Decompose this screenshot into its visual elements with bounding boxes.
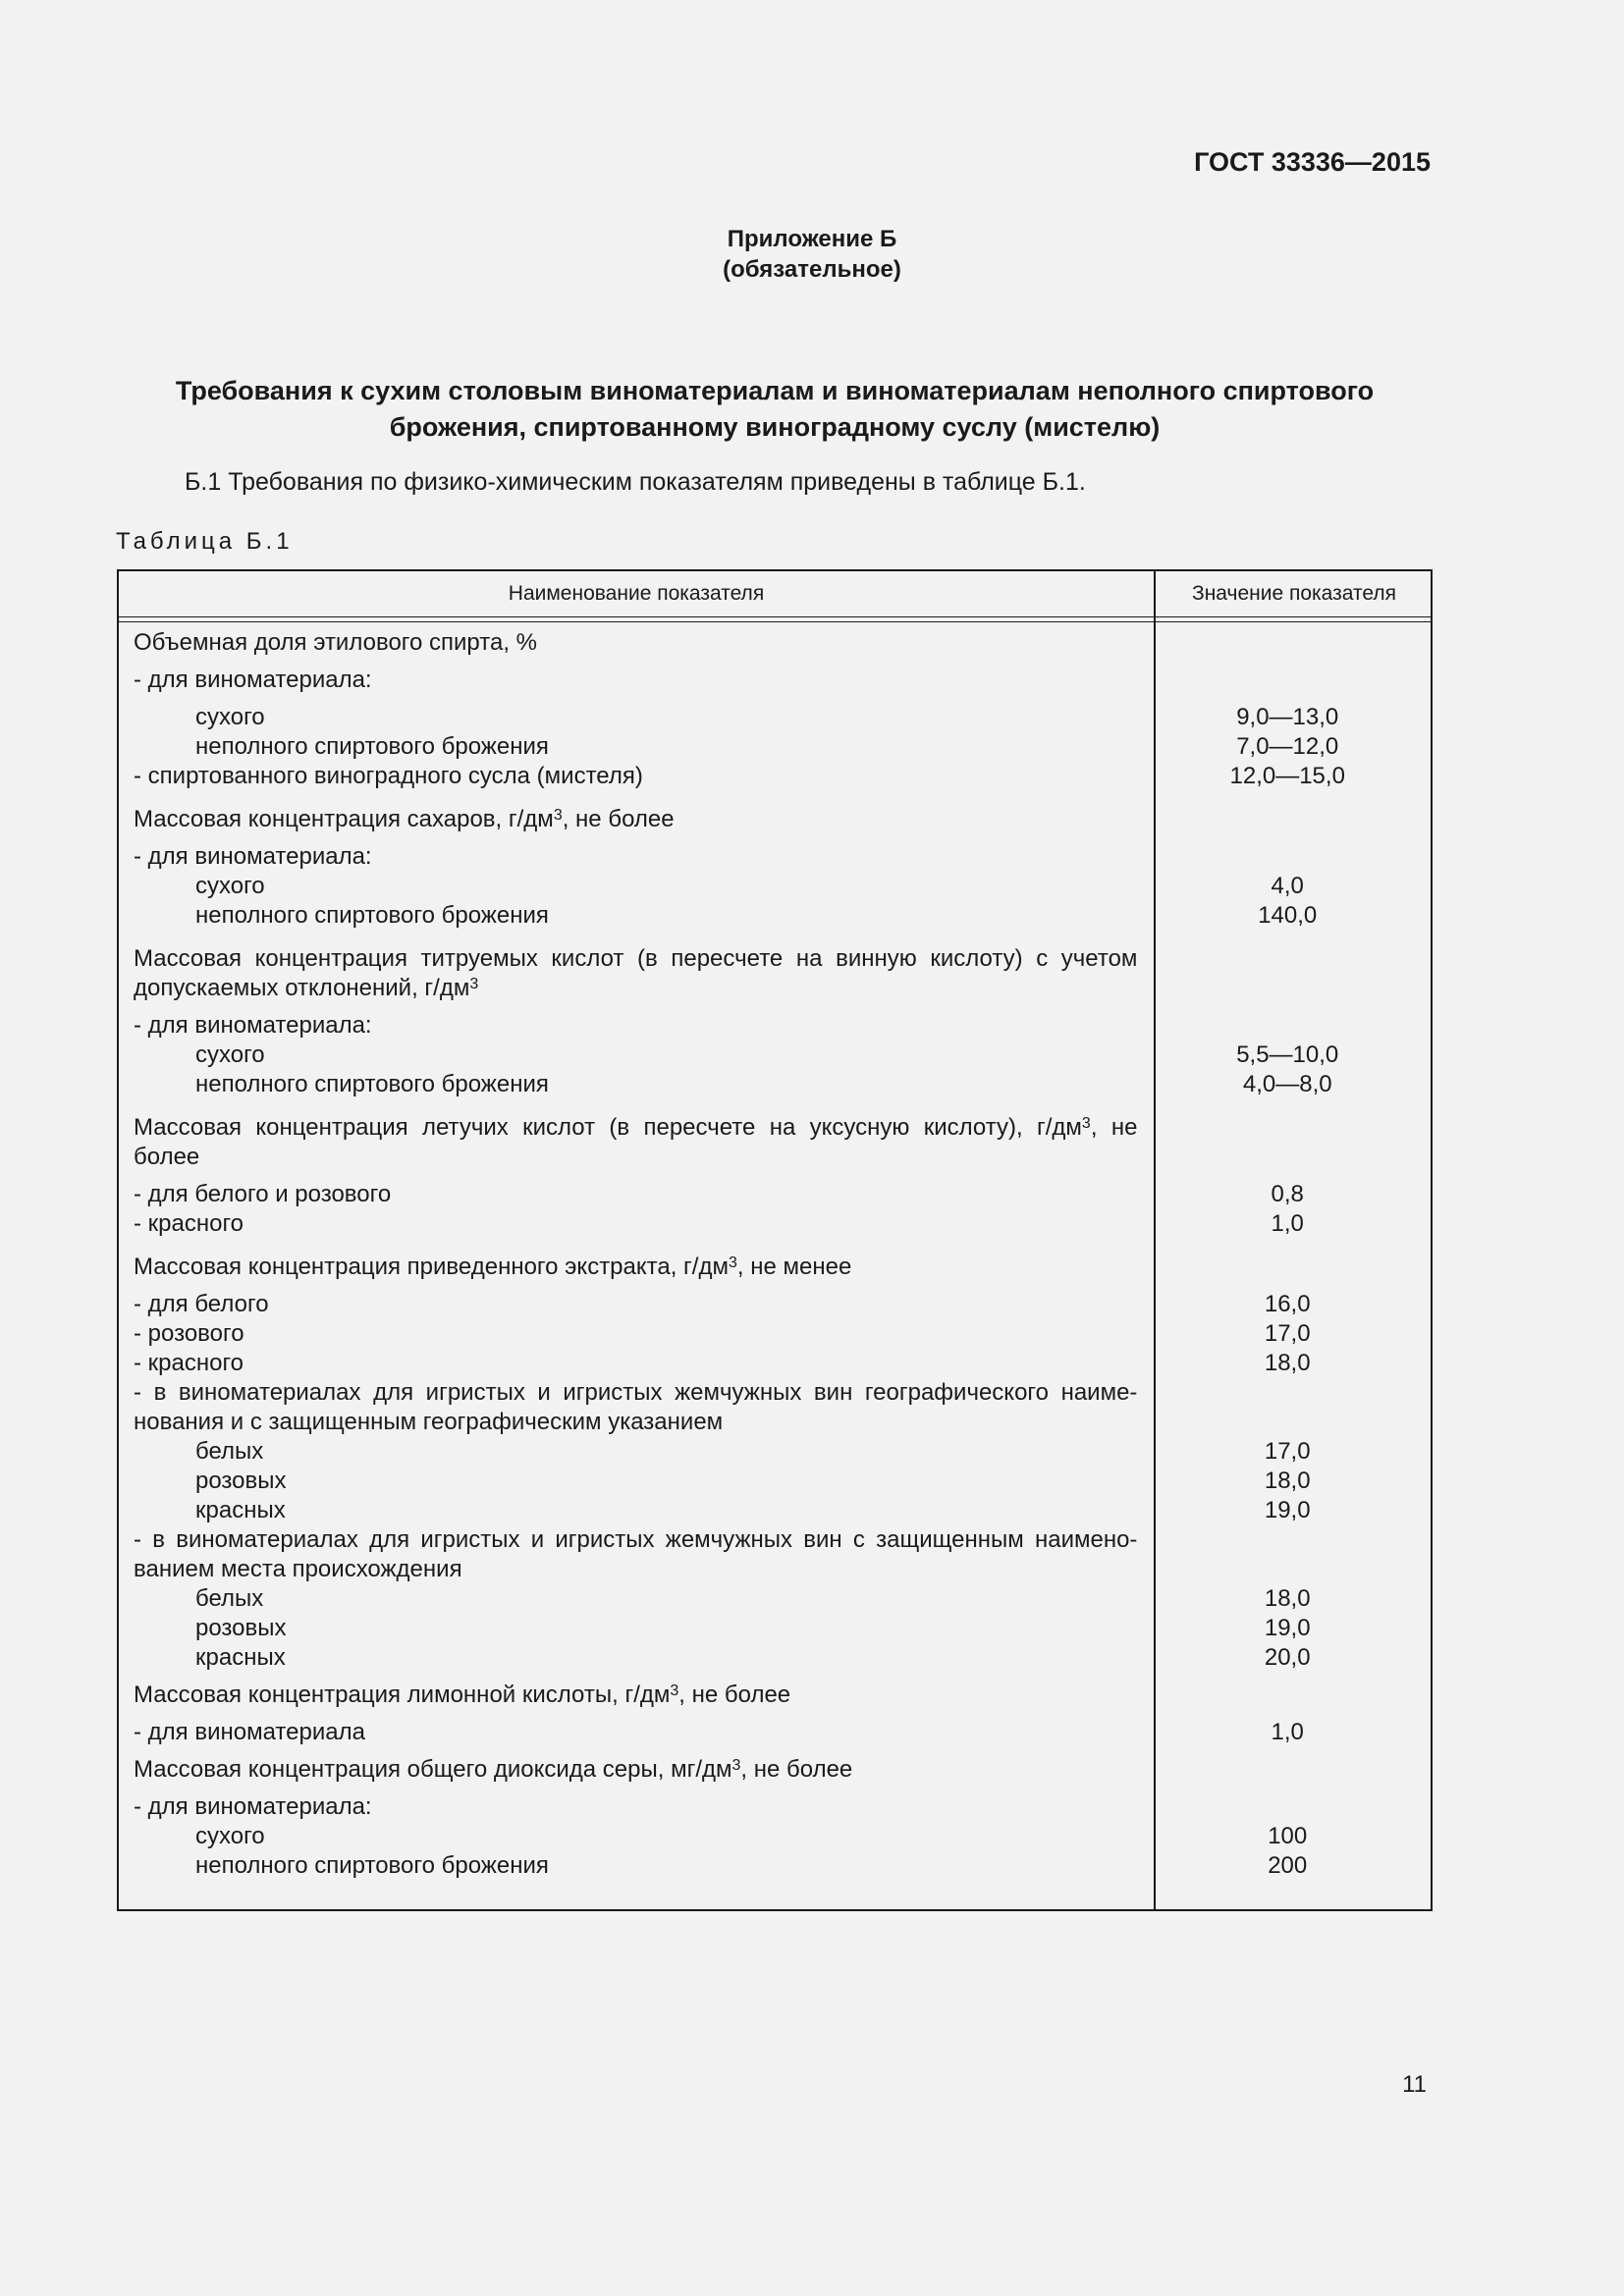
table-row (119, 1349, 1431, 1378)
indicator-name: неполного спиртового брожения (195, 733, 549, 760)
table-row (119, 1584, 1431, 1614)
table-row (119, 1792, 1431, 1822)
appendix-status: (обязательное) (723, 256, 901, 283)
table-row (119, 805, 1431, 834)
indicator-name: - спиртованного виноградного сусла (мистеля) (134, 763, 643, 789)
section-title (117, 373, 1433, 446)
indicator-value: 1,0 (1271, 1719, 1304, 1745)
table-row (119, 1681, 1431, 1710)
indicator-name: розовых (195, 1468, 287, 1494)
indicator-name: - для виноматериала: (134, 667, 372, 693)
indicator-value: 4,0—8,0 (1242, 1071, 1332, 1097)
indicator-name: розовых (195, 1615, 287, 1641)
indicator-value: 1,0 (1271, 1210, 1304, 1237)
table-row (119, 1718, 1431, 1747)
appendix-heading (0, 224, 1624, 285)
table-row (119, 1467, 1431, 1496)
table-row (119, 1496, 1431, 1525)
indicator-value: 12,0—15,0 (1229, 763, 1345, 789)
indicator-value: 17,0 (1264, 1320, 1311, 1347)
indicator-name: неполного спиртового брожения (195, 1852, 549, 1879)
indicator-name: Массовая концентрация титруемых кислот (в пересчете на винную кислоту) с учетом допускаемых отклонений, $г/дм^3$ (134, 945, 1138, 1001)
indicator-value: 18,0 (1264, 1468, 1311, 1494)
indicator-name: - для виноматериала: (134, 843, 372, 870)
indicator-value: 100 (1268, 1823, 1308, 1849)
indicator-name: сухого (195, 873, 265, 899)
table-caption: Таблица Б.1 (116, 528, 294, 555)
indicator-name: - розового (134, 1320, 244, 1347)
table-body (119, 628, 1431, 1881)
table-row (119, 703, 1431, 732)
indicator-value: 140,0 (1258, 902, 1318, 929)
page-number: 11 (1402, 2071, 1427, 2098)
table-row (119, 1070, 1431, 1099)
table-row (119, 1437, 1431, 1467)
indicator-value: 17,0 (1264, 1438, 1311, 1465)
section-title-line-1: Требования к сухим столовым виноматериалам и виноматериалам неполного спиртового (175, 376, 1375, 405)
table-row (119, 1378, 1431, 1437)
indicator-name: - красного (134, 1210, 244, 1237)
indicator-name: Объемная доля этилового спирта, % (134, 629, 537, 656)
table-row (119, 1113, 1431, 1172)
indicator-value: 18,0 (1264, 1585, 1311, 1612)
requirements-table (117, 569, 1433, 1911)
table-row (119, 628, 1431, 658)
indicator-name: - красного (134, 1350, 244, 1376)
table-row (119, 1290, 1431, 1319)
indicator-value: 19,0 (1264, 1615, 1311, 1641)
indicator-name: Массовая концентрация общего диоксида серы, $мг/дм^3$, не более (134, 1756, 853, 1783)
table-row (119, 1614, 1431, 1643)
appendix-title: Приложение Б (727, 226, 897, 252)
table-row (119, 1253, 1431, 1282)
indicator-name: белых (195, 1585, 264, 1612)
indicator-value: 16,0 (1264, 1291, 1311, 1317)
table-row (119, 872, 1431, 901)
table-row (119, 944, 1431, 1003)
indicator-name: Массовая концентрация лимонной кислоты, $г/дм^3$, не более (134, 1682, 791, 1708)
indicator-name: Массовая концентрация сахаров, $г/дм^3$, не более (134, 806, 675, 832)
column-header-value: Значение показателя (1192, 582, 1396, 605)
indicator-name: сухого (195, 1823, 265, 1849)
indicator-name: - для виноматериала: (134, 1793, 372, 1820)
indicator-name: - для виноматериала (134, 1719, 365, 1745)
indicator-value: 18,0 (1264, 1350, 1311, 1376)
column-header-name: Наименование показателя (508, 582, 765, 605)
table-row (119, 1755, 1431, 1785)
table-row (119, 1011, 1431, 1041)
table-row (119, 1525, 1431, 1584)
indicator-name: - для белого и розового (134, 1181, 392, 1207)
header-separator (119, 616, 1431, 622)
indicator-name: красных (195, 1497, 286, 1523)
table-row (119, 1851, 1431, 1881)
indicator-value: 4,0 (1271, 873, 1304, 899)
indicator-name: - в виноматериалах для игристых и игристых жемчужных вин географического наиме- нования и с защищенным географическим указанием (134, 1379, 1138, 1435)
indicator-name: белых (195, 1438, 264, 1465)
table-row (119, 1041, 1431, 1070)
table-row (119, 1209, 1431, 1239)
table-row (119, 1822, 1431, 1851)
intro-paragraph: Б.1 Требования по физико-химическим показателям приведены в таблице Б.1. (185, 468, 1086, 496)
indicator-value: 9,0—13,0 (1236, 704, 1339, 730)
indicator-name: неполного спиртового брожения (195, 1071, 549, 1097)
table-row (119, 1643, 1431, 1673)
indicator-name: сухого (195, 1041, 265, 1068)
indicator-value: 7,0—12,0 (1236, 733, 1339, 760)
indicator-value: 19,0 (1264, 1497, 1311, 1523)
indicator-name: Массовая концентрация летучих кислот (в пересчете на уксусную кислоту), $г/дм^3$, не более (134, 1114, 1138, 1170)
table-row (119, 1319, 1431, 1349)
indicator-name: сухого (195, 704, 265, 730)
standard-number: ГОСТ 33336—2015 (1194, 147, 1431, 177)
indicator-name: неполного спиртового брожения (195, 902, 549, 929)
indicator-value: 0,8 (1271, 1181, 1304, 1207)
table-row (119, 666, 1431, 695)
table-row (119, 732, 1431, 762)
section-title-line-2: брожения, спиртованному виноградному суслу (мистелю) (389, 412, 1161, 442)
indicator-name: красных (195, 1644, 286, 1671)
indicator-name: - для белого (134, 1291, 269, 1317)
indicator-name: Массовая концентрация приведенного экстракта, $г/дм^3$, не менее (134, 1254, 852, 1280)
table-row (119, 1180, 1431, 1209)
table-row (119, 901, 1431, 931)
table-row (119, 842, 1431, 872)
indicator-value: 5,5—10,0 (1236, 1041, 1339, 1068)
table-row (119, 762, 1431, 791)
indicator-value: 200 (1268, 1852, 1308, 1879)
indicator-value: 20,0 (1264, 1644, 1311, 1671)
indicator-name: - в виноматериалах для игристых и игристых жемчужных вин с защищенным наимено- ванием места происхождения (134, 1526, 1138, 1582)
indicator-name: - для виноматериала: (134, 1012, 372, 1039)
